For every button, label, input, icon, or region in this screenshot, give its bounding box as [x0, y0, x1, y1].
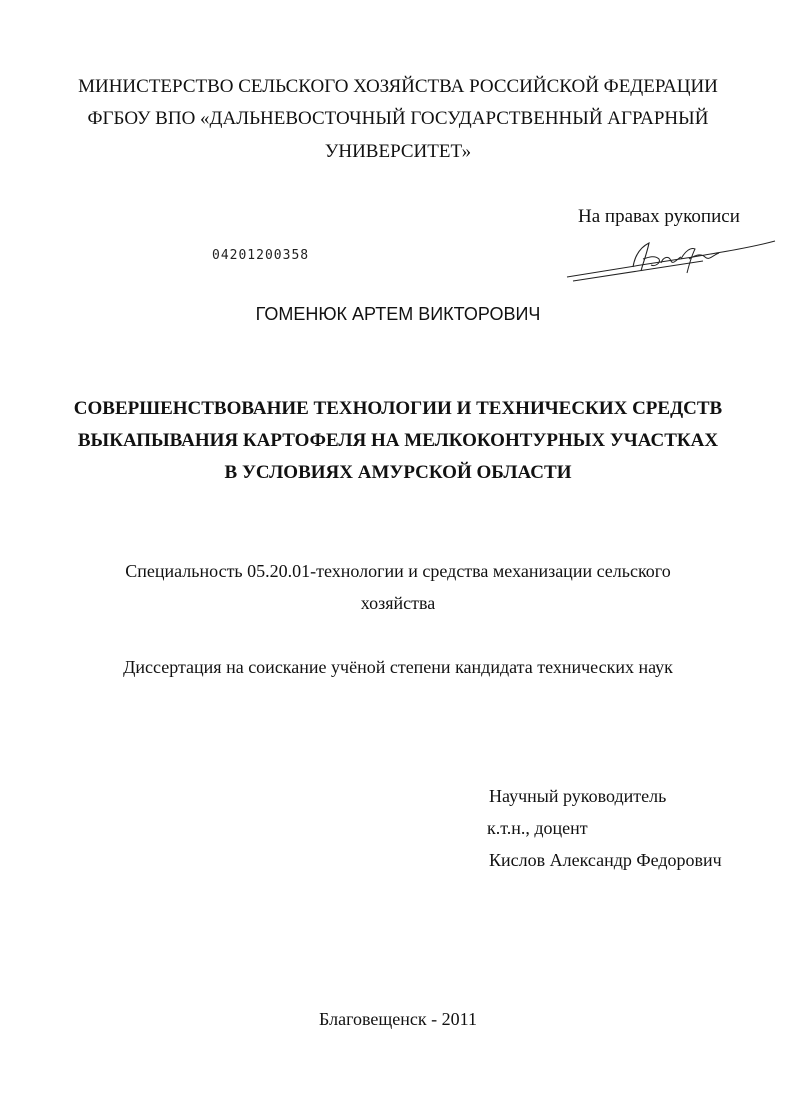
author-name: ГОМЕНЮК АРТЕМ ВИКТОРОВИЧ	[255, 304, 541, 324]
dissertation-title-line-1: СОВЕРШЕНСТВОВАНИЕ ТЕХНОЛОГИИ И ТЕХНИЧЕСКИХ СРЕДСТВ	[73, 398, 723, 419]
dissertation-title-line-3: В УСЛОВИЯХ АМУРСКОЙ ОБЛАСТИ	[224, 462, 572, 483]
supervisor-name: Кислов Александр Федорович	[489, 850, 722, 870]
supervisor-role: Научный руководитель	[489, 786, 667, 806]
university-heading-line-2: УНИВЕРСИТЕТ»	[324, 141, 472, 162]
supervisor-degree: к.т.н., доцент	[487, 818, 588, 838]
registry-number: 04201200358	[212, 248, 310, 263]
ministry-heading: МИНИСТЕРСТВО СЕЛЬСКОГО ХОЗЯЙСТВА РОССИЙСКОЙ ФЕДЕРАЦИИ	[78, 76, 718, 97]
university-heading-line-1: ФГБОУ ВПО «ДАЛЬНЕВОСТОЧНЫЙ ГОСУДАРСТВЕННЫЙ АГРАРНЫЙ	[87, 108, 709, 129]
dissertation-degree: Диссертация на соискание учёной степени кандидата технических наук	[123, 657, 673, 677]
city-year: Благовещенск - 2011	[319, 1009, 477, 1029]
specialty-line-2: хозяйства	[360, 593, 436, 613]
handwritten-signature	[563, 233, 778, 285]
dissertation-title-line-2: ВЫКАПЫВАНИЯ КАРТОФЕЛЯ НА МЕЛКОКОНТУРНЫХ УЧАСТКАХ	[77, 430, 719, 451]
specialty-line-1: Специальность 05.20.01-технологии и средства механизации сельского	[125, 561, 671, 581]
manuscript-rights-note: На правах рукописи	[578, 206, 740, 227]
